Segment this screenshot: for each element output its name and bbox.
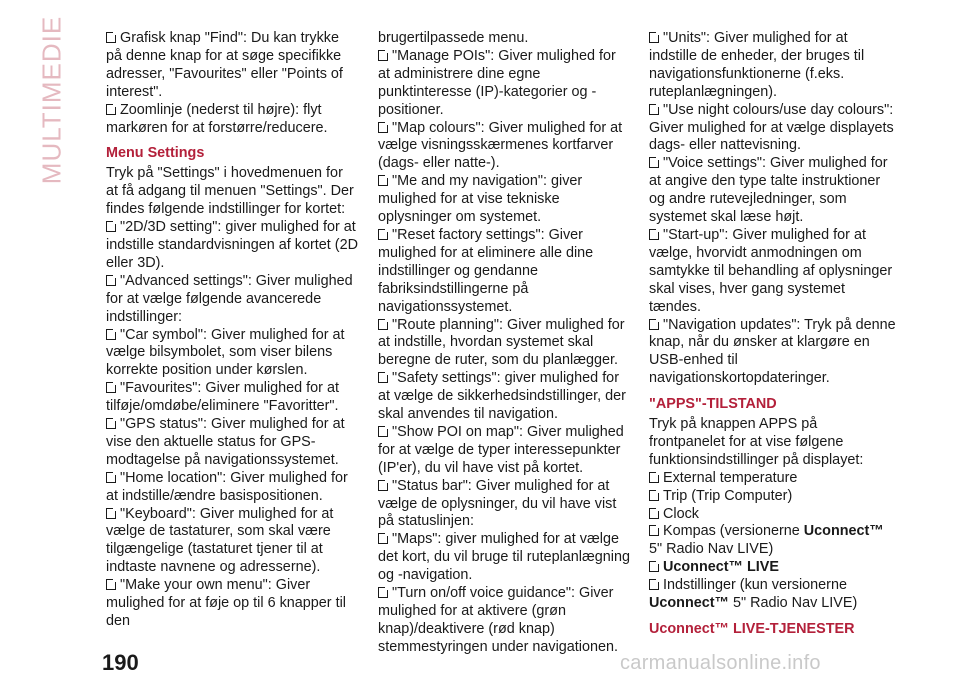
bullet-item xyxy=(649,523,897,559)
bullet-text: Zoomlinje (nederst til højre): flyt markøren for at forstørre/reducere. xyxy=(106,101,328,136)
brand-name: Uconnect™ xyxy=(649,595,729,612)
bullet-item xyxy=(378,317,630,371)
bullet-text: 5" Radio Nav LIVE) xyxy=(728,595,858,612)
bullet-item xyxy=(378,585,630,657)
bullet-text: "Use night colours/use day colours": Giver mulighed for at vælge displayets dags- eller nattevisning. xyxy=(649,101,894,154)
bullet-item xyxy=(106,219,358,273)
checkbox-bullet-icon xyxy=(378,426,388,437)
bullet-item xyxy=(649,506,897,524)
checkbox-bullet-icon xyxy=(378,50,388,61)
section-heading: Uconnect™ LIVE-TJENESTER xyxy=(649,621,855,637)
checkbox-bullet-icon xyxy=(106,221,116,232)
brand-name: Uconnect™ xyxy=(803,523,884,540)
bullet-item xyxy=(106,30,358,102)
bullet-item xyxy=(106,273,358,327)
checkbox-bullet-icon xyxy=(378,319,388,330)
checkbox-bullet-icon xyxy=(649,525,659,536)
paragraph: brugertilpassede menu. xyxy=(378,30,529,46)
bullet-text: "Units": Giver mulighed for at indstille de enheder, der bruges til navigationsfunktionerne (f.eks. ruteplanlægningen). xyxy=(649,30,865,100)
bullet-text: Trip (Trip Computer) xyxy=(663,487,793,504)
checkbox-bullet-icon xyxy=(649,561,659,572)
checkbox-bullet-icon xyxy=(106,275,116,286)
bullet-item xyxy=(106,416,358,470)
bullet-text: "Manage POIs": Giver mulighed for at administrere dine egne punktinteresse (IP)-kategorier og -positioner. xyxy=(378,47,616,118)
bullet-text: "Home location": Giver mulighed for at indstille/ændre basispositionen. xyxy=(106,469,348,504)
column-2 xyxy=(378,30,630,657)
brand-name: Uconnect™ LIVE xyxy=(663,559,779,576)
checkbox-bullet-icon xyxy=(378,533,388,544)
column-1 xyxy=(106,30,358,631)
bullet-text: Kompas (versionerne xyxy=(663,523,804,540)
bullet-item xyxy=(106,470,358,506)
bullet-text: External temperature xyxy=(663,469,798,486)
paragraph: Tryk på knappen APPS på frontpanelet for at vise følgene funktionsindstillinger på displayet: xyxy=(649,416,864,468)
checkbox-bullet-icon xyxy=(106,32,116,43)
bullet-item xyxy=(378,48,630,120)
checkbox-bullet-icon xyxy=(106,104,116,115)
checkbox-bullet-icon xyxy=(106,329,116,340)
column-3 xyxy=(649,30,897,641)
section-heading: "APPS"-TILSTAND xyxy=(649,396,777,413)
bullet-text: "Turn on/off voice guidance": Giver mulighed for at aktivere (grøn knap)/deaktivere (rød knap) stemmestyringen under navigationen. xyxy=(378,585,618,655)
watermark: carmanualsonline.info xyxy=(620,652,821,674)
bullet-text: Indstillinger (kun versionerne xyxy=(663,577,847,594)
checkbox-bullet-icon xyxy=(649,229,659,240)
bullet-item xyxy=(649,470,897,488)
bullet-item xyxy=(378,120,630,174)
bullet-item xyxy=(649,488,897,506)
bullet-item xyxy=(106,327,358,381)
bullet-text: 5" Radio Nav LIVE) xyxy=(649,541,774,558)
checkbox-bullet-icon xyxy=(106,382,116,393)
bullet-item xyxy=(106,380,358,416)
bullet-text: "Navigation updates": Tryk på denne knap, når du ønsker at klargøre en USB-enhed til navigationskortopdateringer. xyxy=(649,316,896,387)
checkbox-bullet-icon xyxy=(378,229,388,240)
checkbox-bullet-icon xyxy=(106,472,116,483)
bullet-text: "Me and my navigation": giver mulighed for at vise tekniske oplysninger om systemet. xyxy=(378,173,583,226)
bullet-text: "Map colours": Giver mulighed for at vælge visningsskærmenes kortfarver (dags- eller natte-). xyxy=(378,119,623,172)
checkbox-bullet-icon xyxy=(378,480,388,491)
checkbox-bullet-icon xyxy=(649,104,659,115)
bullet-item xyxy=(649,577,897,613)
bullet-text: "Start-up": Giver mulighed for at vælge, hvorvidt anmodningen om samtykke til behandling af oplysninger skal vises, hver gang systemet tændes. xyxy=(649,226,893,315)
bullet-text: "Favourites": Giver mulighed for at tilføje/omdøbe/eliminere "Favoritter". xyxy=(106,380,339,415)
bullet-text: "Car symbol": Giver mulighed for at vælge bilsymbolet, som viser bilens korrekte position under kørslen. xyxy=(106,326,345,379)
bullet-text: "Maps": giver mulighed for at vælge det kort, du vil bruge til ruteplanlægning og -navigation. xyxy=(378,531,630,584)
checkbox-bullet-icon xyxy=(649,579,659,590)
bullet-item xyxy=(378,478,630,532)
bullet-item xyxy=(378,173,630,227)
bullet-item xyxy=(106,102,358,138)
bullet-text: "Make your own menu": Giver mulighed for at føje op til 6 knapper til den xyxy=(106,577,346,629)
checkbox-bullet-icon xyxy=(649,32,659,43)
bullet-item xyxy=(649,317,897,389)
checkbox-bullet-icon xyxy=(649,508,659,519)
checkbox-bullet-icon xyxy=(649,472,659,483)
bullet-item xyxy=(649,155,897,227)
checkbox-bullet-icon xyxy=(378,122,388,133)
bullet-text: "Voice settings": Giver mulighed for at angive den type talte instruktioner og andre rutevejledninger, som systemet skal læse højt. xyxy=(649,155,888,226)
bullet-item xyxy=(649,227,897,317)
checkbox-bullet-icon xyxy=(106,508,116,519)
page-number: 190 xyxy=(102,650,139,675)
bullet-item xyxy=(378,227,630,317)
bullet-item xyxy=(378,370,630,424)
bullet-text: "Advanced settings": Giver mulighed for at vælge følgende avancerede indstillinger: xyxy=(106,272,353,325)
section-heading: Menu Settings xyxy=(106,145,205,162)
checkbox-bullet-icon xyxy=(378,175,388,186)
bullet-item xyxy=(649,30,897,102)
bullet-text: Grafisk knap "Find": Du kan trykke på denne knap for at søge specifikke adresser, "Favourites" eller "Points of interest". xyxy=(106,30,343,100)
bullet-text: "Keyboard": Giver mulighed for at vælge de tastaturer, som skal være tilgængelige (tastaturet tjener til at indtaste navnene og adresserne). xyxy=(106,505,334,576)
bullet-item xyxy=(106,506,358,578)
checkbox-bullet-icon xyxy=(106,579,116,590)
bullet-text: Clock xyxy=(663,505,699,522)
checkbox-bullet-icon xyxy=(649,157,659,168)
bullet-item xyxy=(378,531,630,585)
bullet-text: "Safety settings": giver mulighed for at vælge de sikkerhedsindstillinger, der skal anvendes til navigation. xyxy=(378,370,626,423)
checkbox-bullet-icon xyxy=(378,372,388,383)
checkbox-bullet-icon xyxy=(378,587,388,598)
checkbox-bullet-icon xyxy=(106,418,116,429)
bullet-text: "Route planning": Giver mulighed for at indstille, hvordan systemet skal beregne de ruter, som du planlægger. xyxy=(378,316,625,369)
bullet-text: "Reset factory settings": Giver mulighed for at eliminere alle dine indstillinger og gendanne fabriksindstillingerne på navigationssystemet. xyxy=(378,226,594,315)
checkbox-bullet-icon xyxy=(649,319,659,330)
paragraph: Tryk på "Settings" i hovedmenuen for at få adgang til menuen "Settings". Der findes følgende indstillinger for kortet: xyxy=(106,165,354,218)
bullet-text: "Show POI on map": Giver mulighed for at vælge de typer interessepunkter (IP'er), du vil have vist på kortet. xyxy=(378,423,624,476)
bullet-text: "Status bar": Giver mulighed for at vælge de oplysninger, du vil have vist på statuslinjen: xyxy=(378,477,617,530)
bullet-item xyxy=(378,424,630,478)
section-tab: MULTIMEDIE xyxy=(36,15,67,185)
checkbox-bullet-icon xyxy=(649,490,659,501)
bullet-text: "2D/3D setting": giver mulighed for at indstille standardvisningen af kortet (2D eller 3D). xyxy=(106,219,358,271)
bullet-text: "GPS status": Giver mulighed for at vise den aktuelle status for GPS-modtagelse på navigationssystemet. xyxy=(106,416,345,468)
bullet-item xyxy=(649,559,897,577)
bullet-item xyxy=(649,102,897,156)
bullet-item xyxy=(106,577,358,631)
